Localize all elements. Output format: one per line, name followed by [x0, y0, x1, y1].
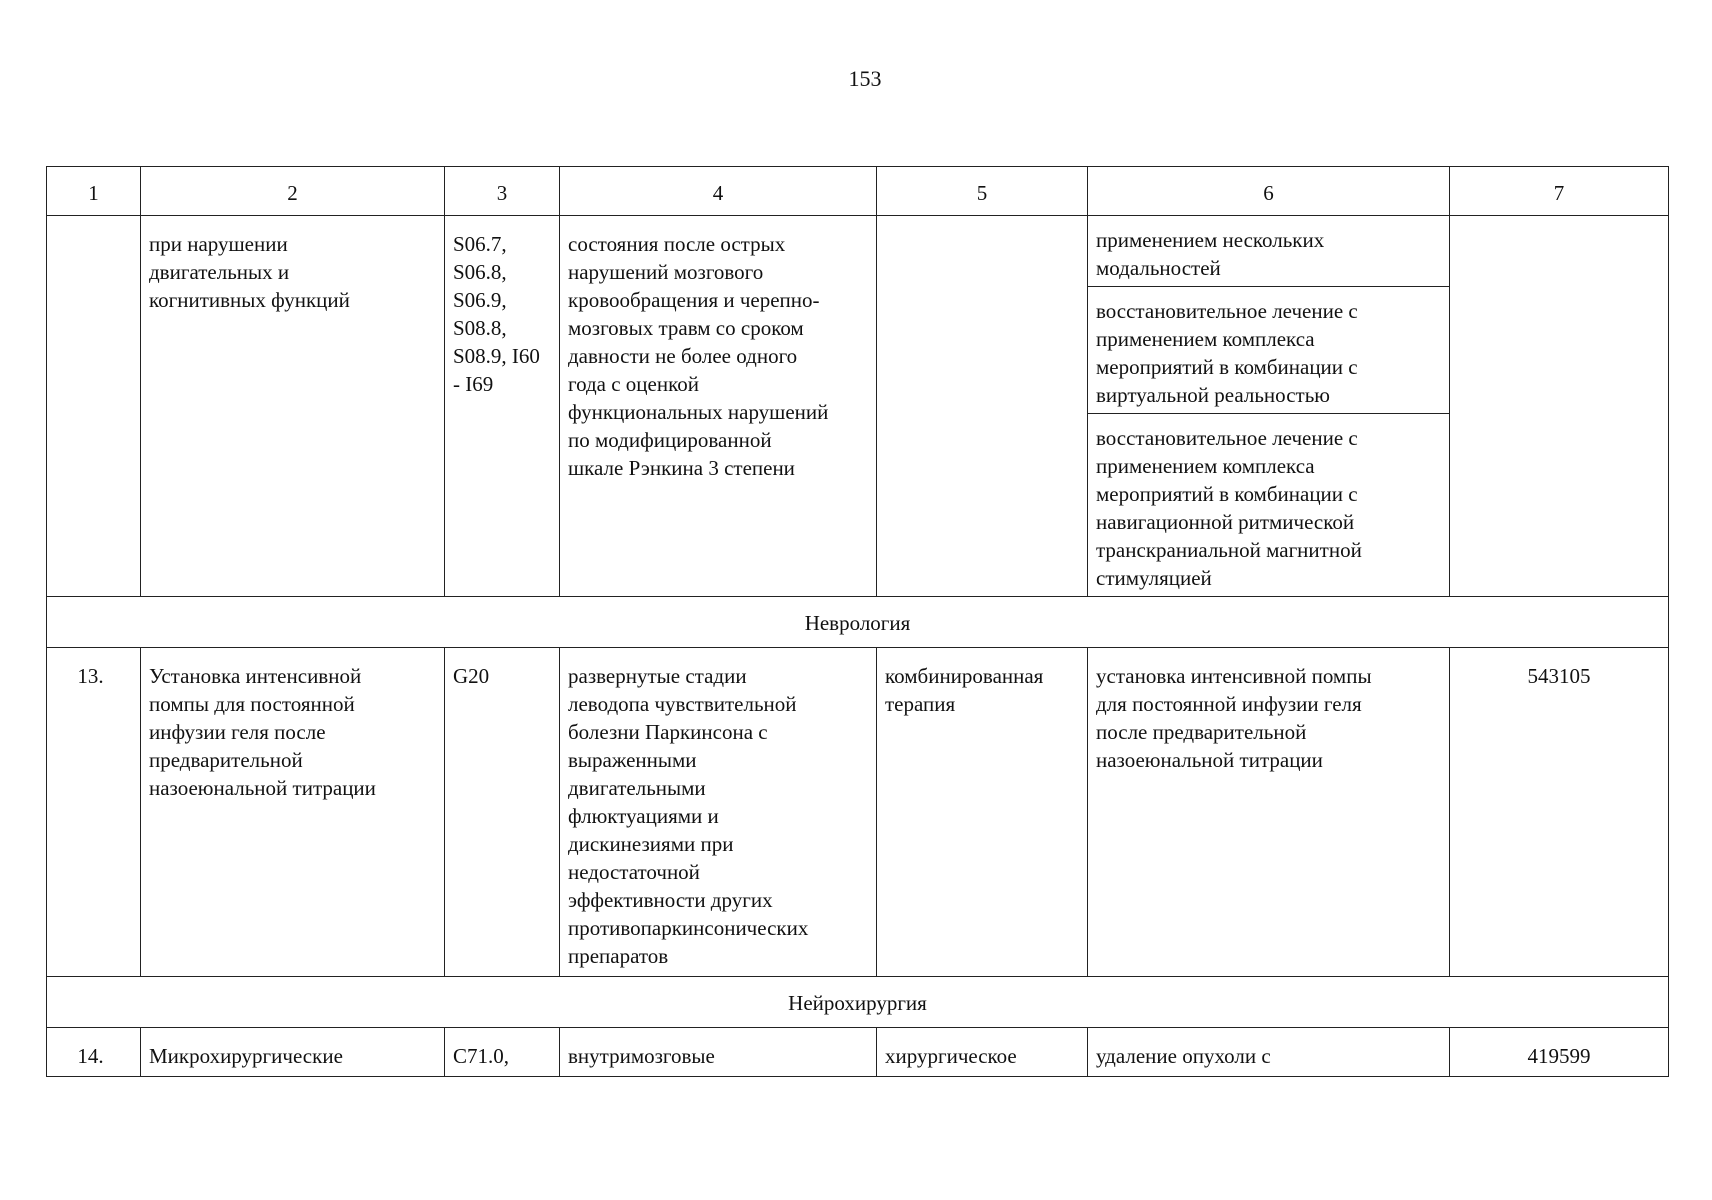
icd-codes-cell: S06.7, S06.8, S06.9, S08.8, S08.9, I60 - I69 — [445, 216, 560, 597]
table-row — [47, 648, 1669, 977]
icd-codes-cell: G20 — [445, 648, 560, 977]
row-number-cell: 13. — [47, 648, 141, 977]
icd-codes-cell: C71.0, — [445, 1028, 560, 1077]
column-header-4: 4 — [560, 167, 877, 216]
row-number-cell — [47, 216, 141, 597]
column-header-2: 2 — [141, 167, 445, 216]
treatment-method-cell: восстановительное лечение с применением комплекса мероприятий в комбинации с навигационной ритмической транскраниальной магнитной стимуляцией — [1088, 414, 1450, 597]
patient-model-cell: состояния после острых нарушений мозгового кровообращения и черепно- мозговых травм со сроком давности не более одного года с оценкой функциональных нарушений по модифицированной шкале Рэнкина 3 степени — [560, 216, 877, 597]
patient-model-cell: развернутые стадии леводопа чувствительной болезни Паркинсона с выраженными двигательными флюктуациями и дискинезиями при недостаточной эффективности других противопаркинсонических препаратов — [560, 648, 877, 977]
section-row — [47, 597, 1669, 648]
treatment-method-cell: установка интенсивной помпы для постоянной инфузии геля после предварительной назоеюнальной титрации — [1088, 648, 1450, 977]
section-row — [47, 977, 1669, 1028]
treatment-method-cell: удаление опухоли с — [1088, 1028, 1450, 1077]
service-name-cell: Установка интенсивной помпы для постоянной инфузии геля после предварительной назоеюнальной титрации — [141, 648, 445, 977]
price-cell: 419599 — [1450, 1028, 1669, 1077]
column-header-5: 5 — [877, 167, 1088, 216]
treatment-method-cell: применением нескольких модальностей — [1088, 216, 1450, 287]
section-title: Неврология — [47, 597, 1669, 648]
column-header-6: 6 — [1088, 167, 1450, 216]
column-header-3: 3 — [445, 167, 560, 216]
treatment-method-cell: восстановительное лечение с применением комплекса мероприятий в комбинации с виртуальной реальностью — [1088, 287, 1450, 414]
section-title: Нейрохирургия — [47, 977, 1669, 1028]
table-row — [47, 216, 1669, 287]
column-header-7: 7 — [1450, 167, 1669, 216]
column-number-row — [47, 167, 1669, 216]
patient-model-cell: внутримозговые — [560, 1028, 877, 1077]
treatment-type-cell — [877, 216, 1088, 597]
service-name-cell: Микрохирургические — [141, 1028, 445, 1077]
price-cell: 543105 — [1450, 648, 1669, 977]
row-number-cell: 14. — [47, 1028, 141, 1077]
page-number: 153 — [848, 66, 882, 91]
price-cell — [1450, 216, 1669, 597]
treatment-type-cell: хирургическое — [877, 1028, 1088, 1077]
service-name-cell: при нарушении двигательных и когнитивных функций — [141, 216, 445, 597]
treatment-type-cell: комбинированная терапия — [877, 648, 1088, 977]
services-table — [46, 166, 1669, 1077]
table-row — [47, 1028, 1669, 1077]
column-header-1: 1 — [47, 167, 141, 216]
